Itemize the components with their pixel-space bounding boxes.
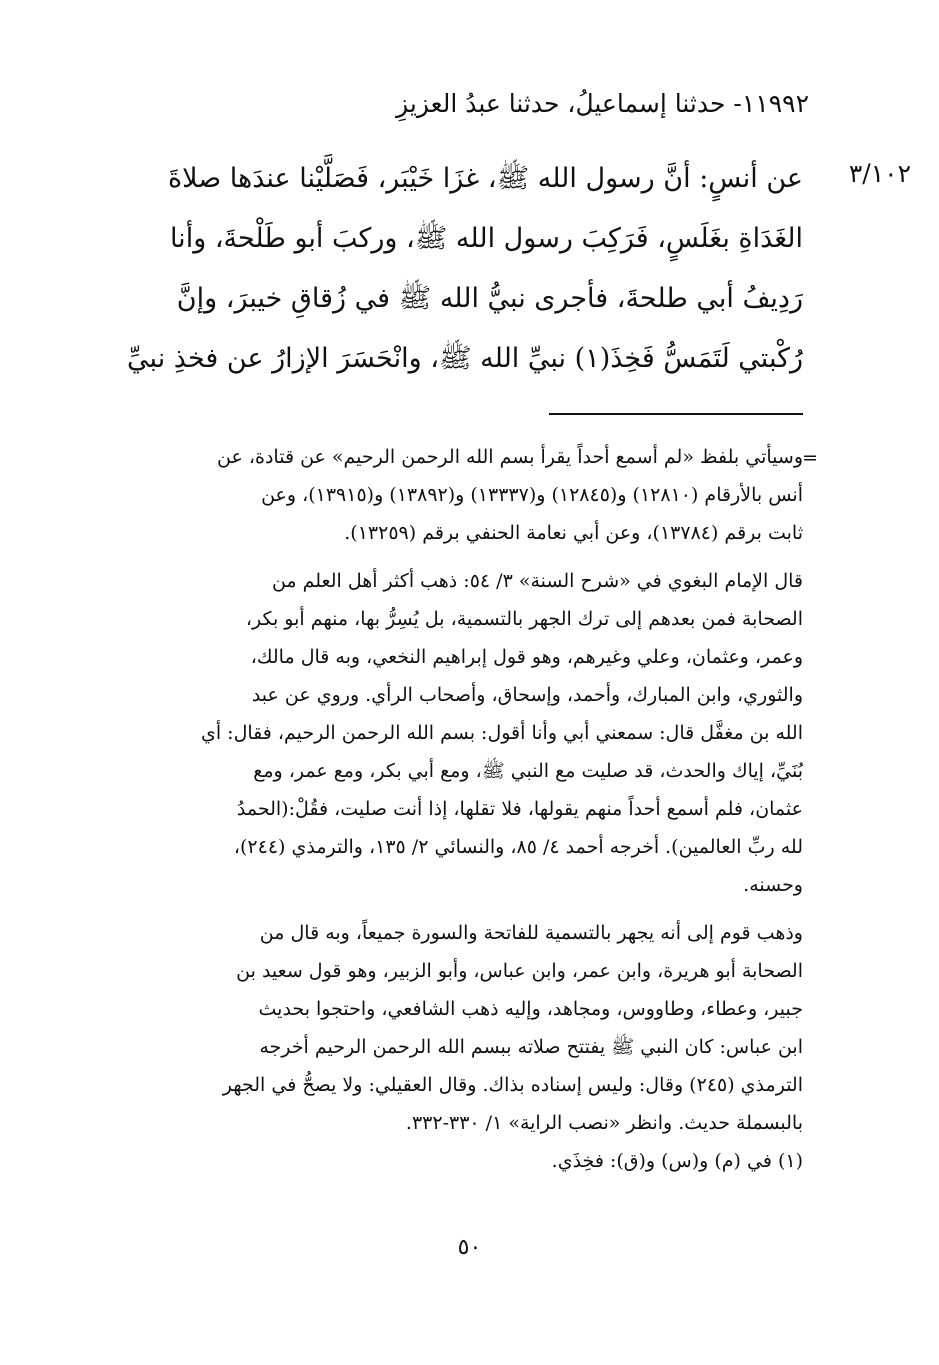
footnote-line: وسيأتي بلفظ «لم أسمع أحداً يقرأ بسم الله الرحمن الرحيم» عن قتادة، عن [217,446,803,468]
footnote-line: والثوري، وابن المبارك، وأحمد، وإسحاق، وأصحاب الرأي. وروي عن عبد [251,684,803,706]
footnote-line: ثابت برقم (١٣٧٨٤)، وعن أبي نعامة الحنفي برقم (١٣٢٥٩). [344,522,803,544]
footnote-line: وحسنه. [743,874,803,896]
hadith-number-line: ١١٩٩٢- حدثنا إسماعيلُ، حدثنا عبدُ العزيزِ [396,89,809,118]
main-text-line: رَدِيفُ أبي طلحةَ، فأجرى نبيُّ الله ﷺ في زُقاقِ خيبرَ، وإنَّ [176,283,803,314]
footnotes-section [97,438,803,1180]
footnote-line: بُنَيِّ، إياك والحدث، قد صليت مع النبي ﷺ، ومع أبي بكر، ومع عمر، ومع [253,760,803,782]
volume-reference: ٣/١٠٢ [848,159,911,188]
footnote-line: الترمذي (٢٤٥) وقال: وليس إسناده بذاك. وقال العقيلي: ولا يصحُّ في الجهر [222,1074,803,1096]
main-text-line: عن أنسٍ: أنَّ رسول الله ﷺ، غزَا خَيْبَر، فَصَلَّيْنا عندَها صلاةَ [167,163,803,194]
hadith-main-text [103,152,803,392]
main-text-line: رُكْبتي لَتَمَسُّ فَخِذَ(١) نبيِّ الله ﷺ، وانْحَسَرَ الإزارُ عن فخذِ نبيِّ [127,343,803,374]
footnote-line: عثمان، فلم أسمع أحداً منهم يقولها، فلا تقلها، إذا أنت صليت، فقُلْ:(الحمدُ [236,798,803,820]
footnote-line: الله بن مغفَّل قال: سمعني أبي وأنا أقول: بسم الله الرحمن الرحيم، فقال: أي [200,722,803,744]
footnote-note-1: (١) في (م) و(س) و(ق): فخِذَي. [551,1150,803,1172]
page-number: ٥٠ [457,1235,482,1260]
footnote-line: ابن عباس: كان النبي ﷺ يفتتح صلاته ببسم الله الرحمن الرحيم أخرجه [259,1036,803,1058]
footnote-line: قال الإمام البغوي في «شرح السنة» ٣/ ٥٤: ذهب أكثر أهل العلم من [271,570,803,592]
main-text-line: الغَدَاةِ بغَلَسٍ، فَرَكِبَ رسول الله ﷺ، وركبَ أبو طَلْحةَ، وأنا [169,223,803,254]
footnote-line: جبير، وعطاء، وطاووس، ومجاهد، وإليه ذهب الشافعي، واحتجوا بحديث [258,998,803,1020]
footnote-paragraph-2 [97,562,803,904]
paragraph-gap [97,552,803,562]
footnote-paragraph-1 [97,438,803,552]
footnote-line: الصحابة أبو هريرة، وابن عمر، وابن عباس، وأبو الزبير، وهو قول سعيد بن [236,960,803,982]
footnote-line: بالبسملة حديث. وانظر «نصب الراية» ١/ ٣٣٠-٣٣٢. [405,1112,803,1134]
footnote-continuation-mark: = [802,447,818,469]
footnote-line: لله ربِّ العالمين). أخرجه أحمد ٤/ ٨٥، والنسائي ٢/ ١٣٥، والترمذي (٢٤٤)، [233,836,803,858]
footnote-paragraph-3 [97,914,803,1142]
paragraph-gap [97,904,803,914]
footnote-line: وذهب قوم إلى أنه يجهر بالتسمية للفاتحة والسورة جميعاً، وبه قال من [259,922,803,944]
footnote-line: الصحابة فمن بعدهم إلى ترك الجهر بالتسمية، بل يُسِرُّ بها، منهم أبو بكر، [245,608,803,630]
footnote-line: أنس بالأرقام (١٢٨١٠) و(١٢٨٤٥) و(١٣٣٣٧) و(١٣٨٩٢) و(١٣٩١٥)، وعن [261,484,803,506]
footnote-separator [549,413,803,415]
footnote-line: وعمر، وعثمان، وعلي وغيرهم، وهو قول إبراهيم النخعي، وبه قال مالك، [250,646,803,668]
